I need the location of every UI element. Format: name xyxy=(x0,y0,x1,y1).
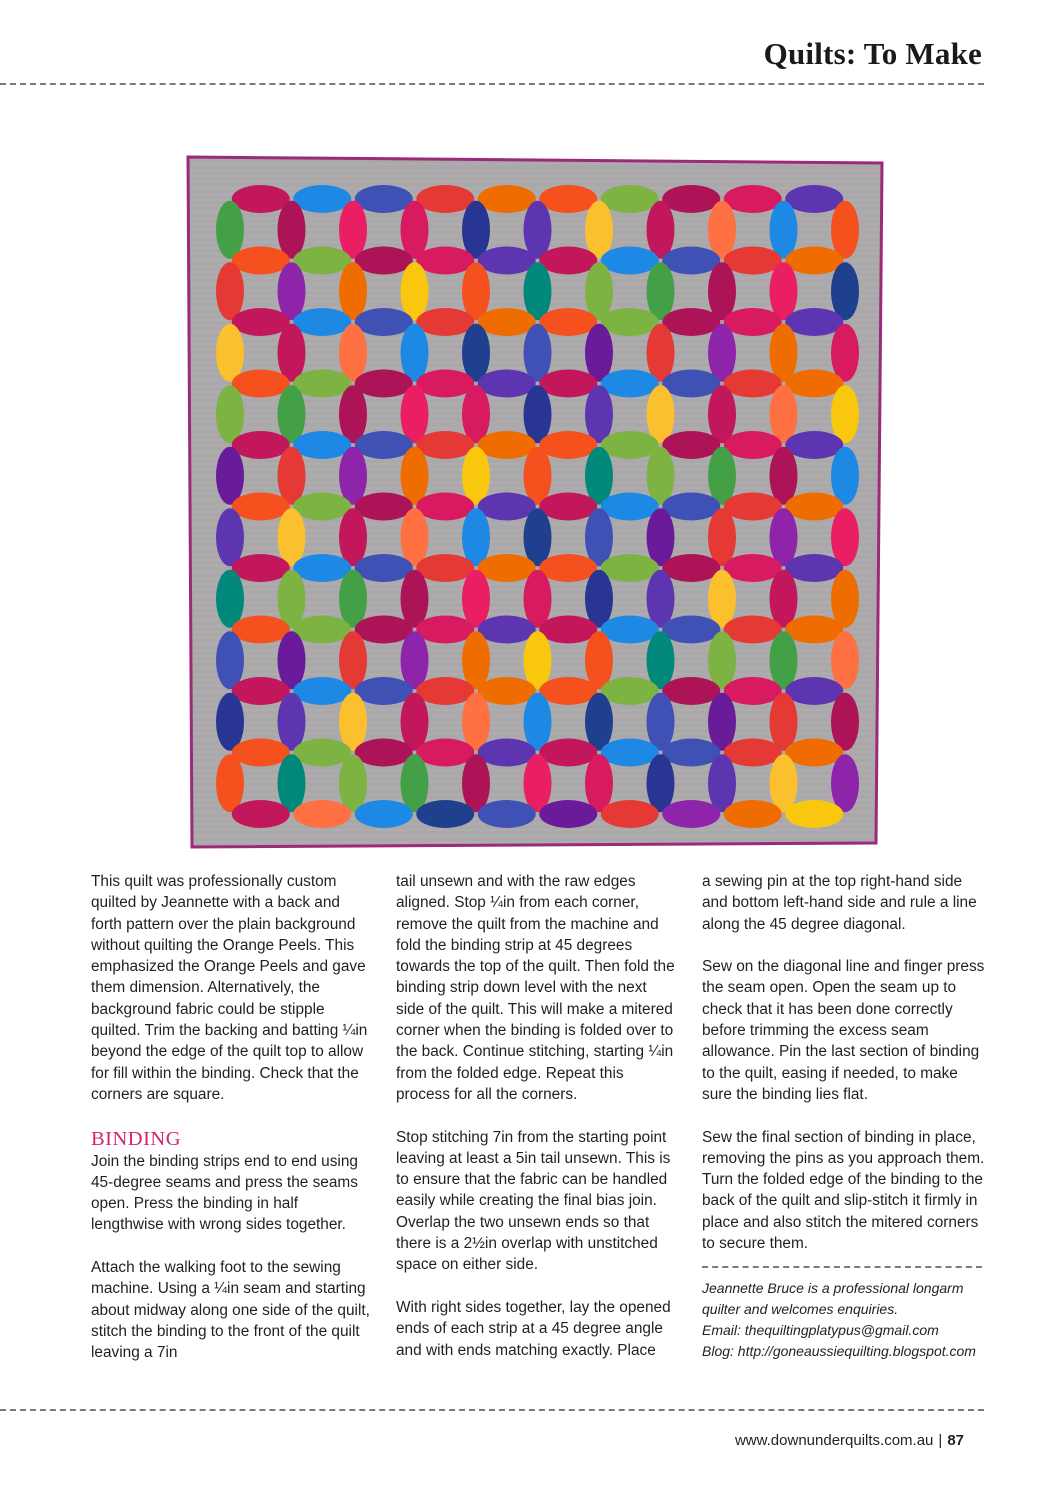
orange-peel-piece xyxy=(647,631,675,689)
orange-peel-piece xyxy=(355,493,413,521)
orange-peel-piece xyxy=(785,616,843,644)
orange-peel-piece xyxy=(601,739,659,767)
orange-peel-piece xyxy=(278,693,306,751)
orange-peel-piece xyxy=(416,308,474,336)
orange-peel-piece xyxy=(770,385,798,443)
orange-peel-piece xyxy=(647,447,675,505)
orange-peel-piece xyxy=(724,493,782,521)
orange-peel-quilt-photo xyxy=(186,155,884,850)
orange-peel-piece xyxy=(293,431,351,459)
bio-line: Jeannette Bruce is a professional longarm xyxy=(702,1280,964,1297)
orange-peel-piece xyxy=(539,800,597,828)
orange-peel-piece xyxy=(770,324,798,382)
orange-peel-piece xyxy=(770,201,798,259)
orange-peel-piece xyxy=(416,677,474,705)
orange-peel-piece xyxy=(662,185,720,213)
bio-dashed-rule xyxy=(702,1266,982,1268)
orange-peel-piece xyxy=(662,800,720,828)
orange-peel-piece xyxy=(278,324,306,382)
text-column-3 xyxy=(702,871,987,1362)
orange-peel-piece xyxy=(785,370,843,398)
orange-peel-piece xyxy=(662,677,720,705)
orange-peel-piece xyxy=(462,508,490,566)
orange-peel-piece xyxy=(708,447,736,505)
orange-peel-piece xyxy=(462,262,490,320)
orange-peel-piece xyxy=(478,308,536,336)
orange-peel-piece xyxy=(339,262,367,320)
orange-peel-piece xyxy=(401,262,429,320)
orange-peel-piece xyxy=(355,677,413,705)
orange-peel-piece xyxy=(601,185,659,213)
orange-peel-piece xyxy=(216,508,244,566)
orange-peel-piece xyxy=(339,447,367,505)
orange-peel-piece xyxy=(524,754,552,812)
orange-peel-piece xyxy=(478,616,536,644)
orange-peel-piece xyxy=(339,754,367,812)
bio-blog: Blog: http://goneaussiequilting.blogspot.com xyxy=(702,1343,976,1360)
orange-peel-piece xyxy=(232,800,290,828)
orange-peel-piece xyxy=(585,508,613,566)
orange-peel-piece xyxy=(524,324,552,382)
orange-peel-piece xyxy=(724,370,782,398)
orange-peel-piece xyxy=(601,247,659,275)
orange-peel-piece xyxy=(355,616,413,644)
orange-peel-piece xyxy=(831,754,859,812)
orange-peel-piece xyxy=(401,324,429,382)
orange-peel-piece xyxy=(355,370,413,398)
orange-peel-piece xyxy=(278,508,306,566)
orange-peel-piece xyxy=(401,385,429,443)
orange-peel-piece xyxy=(585,324,613,382)
orange-peel-piece xyxy=(355,308,413,336)
orange-peel-piece xyxy=(339,201,367,259)
orange-peel-piece xyxy=(785,554,843,582)
orange-peel-piece xyxy=(539,554,597,582)
orange-peel-piece xyxy=(339,508,367,566)
orange-peel-piece xyxy=(585,754,613,812)
orange-peel-piece xyxy=(232,616,290,644)
orange-peel-piece xyxy=(539,616,597,644)
orange-peel-piece xyxy=(339,385,367,443)
orange-peel-piece xyxy=(478,493,536,521)
orange-peel-piece xyxy=(785,308,843,336)
orange-peel-piece xyxy=(601,800,659,828)
orange-peel-piece xyxy=(216,324,244,382)
orange-peel-piece xyxy=(401,631,429,689)
orange-peel-piece xyxy=(524,570,552,628)
orange-peel-piece xyxy=(585,385,613,443)
orange-peel-piece xyxy=(232,308,290,336)
orange-peel-piece xyxy=(524,447,552,505)
orange-peel-piece xyxy=(339,324,367,382)
top-dashed-rule xyxy=(0,83,984,85)
orange-peel-piece xyxy=(278,262,306,320)
orange-peel-piece xyxy=(478,185,536,213)
author-bio xyxy=(702,1278,987,1362)
orange-peel-piece xyxy=(662,739,720,767)
orange-peel-piece xyxy=(539,185,597,213)
orange-peel-piece xyxy=(831,631,859,689)
orange-peel-piece xyxy=(539,308,597,336)
orange-peel-piece xyxy=(401,201,429,259)
orange-peel-piece xyxy=(708,570,736,628)
orange-peel-piece xyxy=(232,677,290,705)
orange-peel-piece xyxy=(278,631,306,689)
orange-peel-piece xyxy=(232,185,290,213)
orange-peel-piece xyxy=(278,385,306,443)
orange-peel-piece xyxy=(478,800,536,828)
orange-peel-piece xyxy=(601,493,659,521)
orange-peel-piece xyxy=(278,754,306,812)
orange-peel-piece xyxy=(601,554,659,582)
orange-peel-piece xyxy=(831,201,859,259)
orange-peel-piece xyxy=(462,754,490,812)
bio-line: quilter and welcomes enquiries. xyxy=(702,1301,899,1318)
orange-peel-piece xyxy=(770,262,798,320)
orange-peel-piece xyxy=(647,262,675,320)
orange-peel-piece xyxy=(724,739,782,767)
orange-peel-piece xyxy=(724,185,782,213)
paragraph: Attach the walking foot to the sewing machine. Using a ¼in seam and starting about midway along one side of the quilt, stitch the binding to the front of the quilt leaving a 7in xyxy=(91,1259,370,1362)
orange-peel-piece xyxy=(785,677,843,705)
orange-peel-piece xyxy=(401,447,429,505)
orange-peel-piece xyxy=(724,308,782,336)
orange-peel-piece xyxy=(662,247,720,275)
orange-peel-piece xyxy=(401,508,429,566)
orange-peel-piece xyxy=(462,201,490,259)
orange-peel-piece xyxy=(216,570,244,628)
orange-peel-piece xyxy=(524,631,552,689)
orange-peel-piece xyxy=(539,247,597,275)
orange-peel-piece xyxy=(462,324,490,382)
orange-peel-piece xyxy=(462,631,490,689)
orange-peel-piece xyxy=(232,370,290,398)
orange-peel-piece xyxy=(416,616,474,644)
orange-peel-piece xyxy=(647,385,675,443)
page-footer xyxy=(735,1432,964,1449)
orange-peel-piece xyxy=(232,493,290,521)
orange-peel-piece xyxy=(708,324,736,382)
orange-peel-piece xyxy=(232,431,290,459)
orange-peel-piece xyxy=(478,247,536,275)
orange-peel-piece xyxy=(785,493,843,521)
orange-peel-piece xyxy=(647,508,675,566)
bottom-dashed-rule xyxy=(0,1409,984,1411)
orange-peel-piece xyxy=(401,570,429,628)
orange-peel-piece xyxy=(293,185,351,213)
orange-peel-piece xyxy=(416,554,474,582)
orange-peel-piece xyxy=(708,631,736,689)
paragraph: a sewing pin at the top right-hand side and bottom left-hand side and rule a line along the 45 degree diagonal. xyxy=(702,873,977,933)
orange-peel-piece xyxy=(539,677,597,705)
orange-peel-piece xyxy=(293,677,351,705)
orange-peel-piece xyxy=(662,431,720,459)
orange-peel-piece xyxy=(462,447,490,505)
orange-peel-piece xyxy=(216,693,244,751)
footer-separator: | xyxy=(938,1432,943,1449)
orange-peel-piece xyxy=(662,370,720,398)
paragraph: With right sides together, lay the opened ends of each strip at a 45 degree angle and with ends matching exactly. Place xyxy=(396,1298,671,1359)
orange-peel-piece xyxy=(770,508,798,566)
orange-peel-piece xyxy=(831,447,859,505)
orange-peel-piece xyxy=(724,247,782,275)
orange-peel-piece xyxy=(585,262,613,320)
orange-peel-piece xyxy=(785,185,843,213)
footer-url: www.downunderquilts.com.au xyxy=(734,1432,934,1449)
orange-peel-piece xyxy=(585,201,613,259)
orange-peel-piece xyxy=(647,693,675,751)
orange-peel-piece xyxy=(216,631,244,689)
orange-peel-piece xyxy=(524,693,552,751)
paragraph: This quilt was professionally custom quilted by Jeannette with a back and forth pattern over the plain background without quilting the Orange Peels. This emphasized the Orange Peels and gave them dimension. Alternatively, the background fabric could be stipple quilted. Trim the backing and batting ¼in beyond the edge of the quilt top to allow for fill within the binding. Check that the corners are square. xyxy=(91,873,368,1103)
orange-peel-piece xyxy=(785,431,843,459)
orange-peel-piece xyxy=(216,447,244,505)
orange-peel-piece xyxy=(478,370,536,398)
paragraph: tail unsewn and with the raw edges aligned. Stop ¼in from each corner, remove the quilt from the machine and fold the binding strip at 45 degrees towards the top of the quilt. Then fold the binding strip down level with the next side of the quilt. This will make a mitered corner when the binding is folded over to the back. Continue stitching, starting ¼in from the folded edge. Repeat this process for all the corners. xyxy=(396,873,675,1103)
orange-peel-piece xyxy=(524,262,552,320)
orange-peel-piece xyxy=(462,693,490,751)
orange-peel-piece xyxy=(293,247,351,275)
section-title: Quilts: To Make xyxy=(763,36,982,71)
orange-peel-piece xyxy=(355,554,413,582)
orange-peel-piece xyxy=(293,739,351,767)
orange-peel-piece xyxy=(601,677,659,705)
orange-peel-piece xyxy=(601,431,659,459)
orange-peel-piece xyxy=(601,370,659,398)
orange-peel-piece xyxy=(785,739,843,767)
orange-peel-piece xyxy=(647,570,675,628)
orange-peel-piece xyxy=(524,201,552,259)
orange-peel-piece xyxy=(708,385,736,443)
orange-peel-piece xyxy=(647,201,675,259)
orange-peel-piece xyxy=(355,739,413,767)
orange-peel-piece xyxy=(724,677,782,705)
orange-peel-piece xyxy=(724,800,782,828)
orange-peel-piece xyxy=(216,262,244,320)
orange-peel-piece xyxy=(278,447,306,505)
orange-peel-piece xyxy=(462,385,490,443)
orange-peel-piece xyxy=(401,693,429,751)
orange-peel-piece xyxy=(355,431,413,459)
orange-peel-piece xyxy=(647,754,675,812)
orange-peel-piece xyxy=(278,570,306,628)
orange-peel-piece xyxy=(601,616,659,644)
orange-peel-piece xyxy=(232,247,290,275)
orange-peel-piece xyxy=(478,677,536,705)
orange-peel-piece xyxy=(831,570,859,628)
orange-peel-piece xyxy=(708,693,736,751)
orange-peel-piece xyxy=(647,324,675,382)
paragraph: Sew the final section of binding in place, removing the pins as you approach them. Turn the folded edge of the binding to the back of the quilt and slip-stitch it firmly in place and also stitch the mitered corners to secure them. xyxy=(702,1128,985,1253)
orange-peel-piece xyxy=(524,508,552,566)
orange-peel-piece xyxy=(662,308,720,336)
orange-peel-piece xyxy=(585,693,613,751)
orange-peel-piece xyxy=(770,631,798,689)
orange-peel-piece xyxy=(662,554,720,582)
orange-peel-piece xyxy=(416,247,474,275)
orange-peel-piece xyxy=(339,631,367,689)
orange-peel-piece xyxy=(585,631,613,689)
orange-peel-piece xyxy=(339,570,367,628)
binding-heading: BINDING xyxy=(91,1127,182,1150)
orange-peel-piece xyxy=(831,508,859,566)
orange-peel-piece xyxy=(278,201,306,259)
orange-peel-piece xyxy=(708,508,736,566)
orange-peel-piece xyxy=(539,370,597,398)
orange-peel-piece xyxy=(662,616,720,644)
orange-peel-piece xyxy=(585,447,613,505)
orange-peel-piece xyxy=(416,431,474,459)
orange-peel-piece xyxy=(708,754,736,812)
orange-peel-piece xyxy=(539,493,597,521)
bio-email: Email: thequiltingplatypus@gmail.com xyxy=(702,1322,939,1339)
orange-peel-piece xyxy=(770,693,798,751)
orange-peel-piece xyxy=(401,754,429,812)
orange-peel-piece xyxy=(724,616,782,644)
orange-peel-piece xyxy=(831,693,859,751)
paragraph: Join the binding strips end to end using 45-degree seams and press the seams open. Press the binding in half lengthwise with wrong sides together. xyxy=(91,1152,358,1234)
orange-peel-piece xyxy=(216,201,244,259)
orange-peel-piece xyxy=(293,493,351,521)
orange-peel-piece xyxy=(539,431,597,459)
text-column-2 xyxy=(396,871,678,1361)
orange-peel-piece xyxy=(293,800,351,828)
orange-peel-piece xyxy=(585,570,613,628)
orange-peel-piece xyxy=(293,616,351,644)
orange-peel-piece xyxy=(539,739,597,767)
orange-peel-piece xyxy=(770,754,798,812)
orange-peel-piece xyxy=(355,800,413,828)
orange-peel-piece xyxy=(462,570,490,628)
orange-peel-piece xyxy=(785,800,843,828)
orange-peel-piece xyxy=(724,554,782,582)
orange-peel-piece xyxy=(416,185,474,213)
orange-peel-piece xyxy=(770,570,798,628)
orange-peel-piece xyxy=(416,370,474,398)
orange-peel-piece xyxy=(662,493,720,521)
orange-peel-piece xyxy=(293,370,351,398)
orange-peel-piece xyxy=(524,385,552,443)
orange-peel-piece xyxy=(708,262,736,320)
orange-peel-piece xyxy=(785,247,843,275)
orange-peel-piece xyxy=(232,554,290,582)
orange-peel-piece xyxy=(478,739,536,767)
orange-peel-piece xyxy=(339,693,367,751)
orange-peel-piece xyxy=(355,247,413,275)
orange-peel-piece xyxy=(293,308,351,336)
orange-peel-piece xyxy=(216,754,244,812)
orange-peel-piece xyxy=(831,324,859,382)
orange-peel-piece xyxy=(831,385,859,443)
orange-peel-piece xyxy=(416,493,474,521)
orange-peel-piece xyxy=(293,554,351,582)
orange-peel-piece xyxy=(708,201,736,259)
orange-peel-piece xyxy=(831,262,859,320)
orange-peel-piece xyxy=(478,554,536,582)
orange-peel-piece xyxy=(601,308,659,336)
page-number: 87 xyxy=(947,1432,964,1449)
orange-peel-piece xyxy=(416,800,474,828)
paragraph: Stop stitching 7in from the starting point leaving at least a 5in tail unsewn. This is to ensure that the fabric can be handled easily while creating the final bias join. Overlap the two unsewn ends so that there is a 2½in overlap with unstitched space on either side. xyxy=(396,1128,671,1274)
orange-peel-piece xyxy=(724,431,782,459)
orange-peel-piece xyxy=(232,739,290,767)
orange-peel-piece xyxy=(416,739,474,767)
orange-peel-piece xyxy=(355,185,413,213)
orange-peel-piece xyxy=(478,431,536,459)
orange-peel-piece xyxy=(770,447,798,505)
text-column-1 xyxy=(91,871,373,1364)
paragraph: Sew on the diagonal line and finger press the seam open. Open the seam up to check that it has been done correctly before trimming the excess seam allowance. Pin the last section of binding to the quilt, easing if needed, to make sure the binding lies flat. xyxy=(702,958,985,1103)
orange-peel-piece xyxy=(216,385,244,443)
